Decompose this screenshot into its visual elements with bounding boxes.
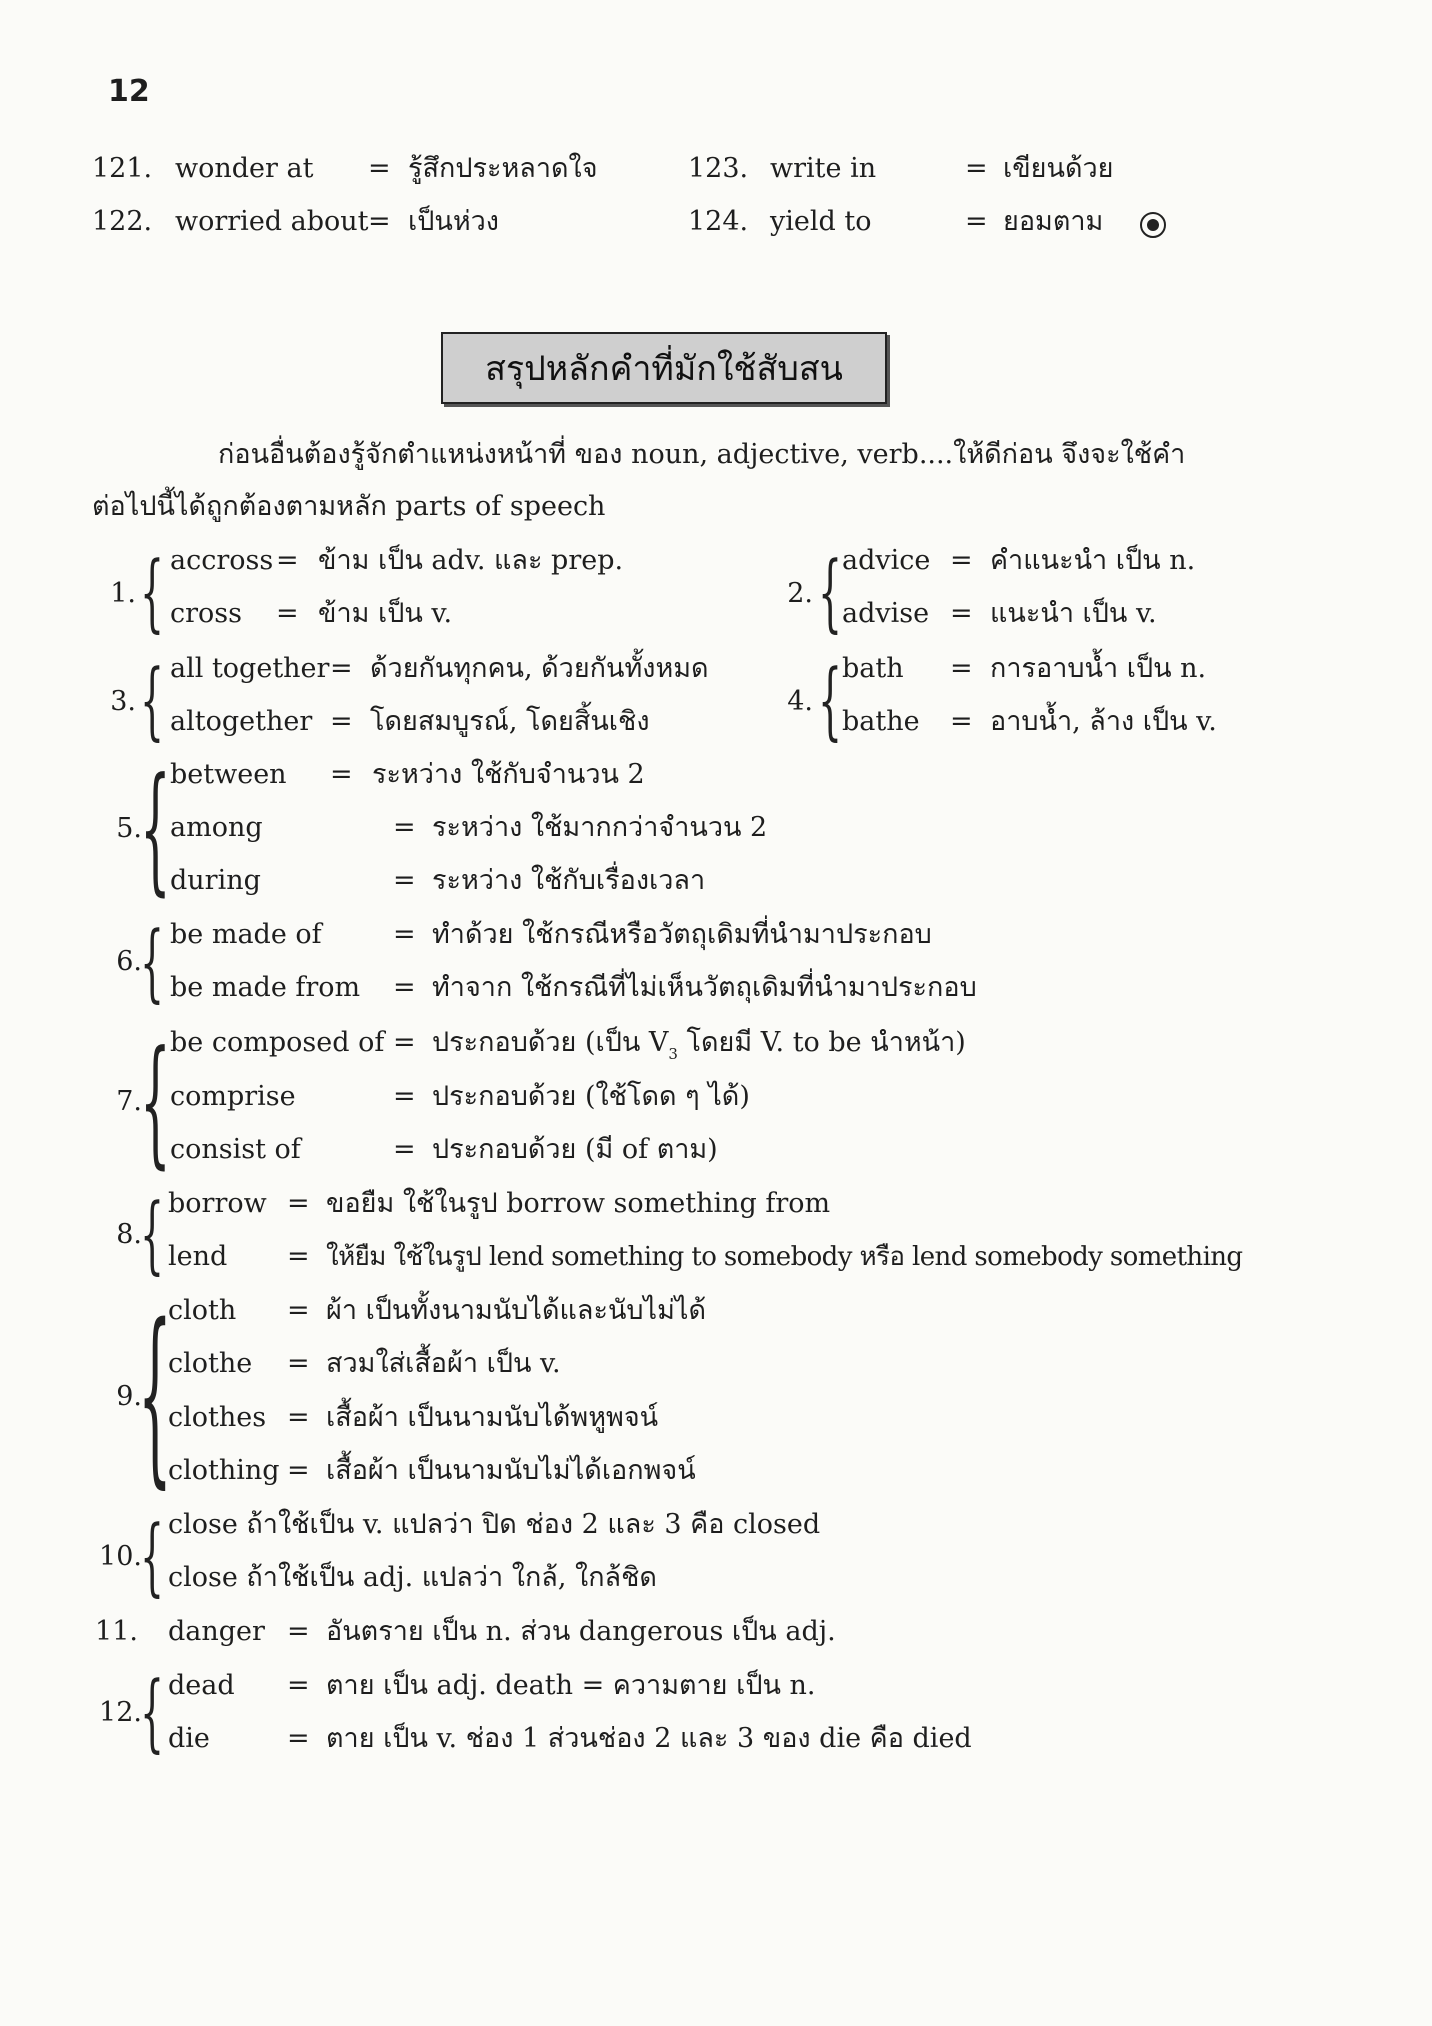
- list-item-equals: =: [368, 153, 391, 184]
- group-term: be composed of: [170, 1027, 385, 1058]
- group-equals: =: [950, 706, 973, 737]
- group-meaning: คำแนะนำ เป็น n.: [990, 545, 1196, 576]
- group-equals: =: [950, 545, 973, 576]
- group-term: consist of: [170, 1134, 301, 1165]
- group-number: 2.: [787, 578, 813, 609]
- group-meaning: เสื้อผ้า เป็นนามนับได้พหูพจน์: [326, 1402, 659, 1433]
- group-meaning: ตาย เป็น adj. death = ความตาย เป็น n.: [326, 1670, 816, 1701]
- list-item-term: wonder at: [175, 153, 314, 184]
- group-term: borrow: [168, 1188, 267, 1219]
- subscript: 3: [668, 1045, 678, 1063]
- list-item-equals: =: [965, 206, 988, 237]
- group-meaning: ตาย เป็น v. ช่อง 1 ส่วนช่อง 2 และ 3 ของ die คือ died: [326, 1723, 972, 1754]
- list-item-meaning: รู้สึกประหลาดใจ: [408, 153, 598, 184]
- group-term: clothes: [168, 1402, 267, 1433]
- group-equals: =: [287, 1402, 310, 1433]
- brace-icon: {: [140, 1663, 165, 1761]
- group-meaning: อันตราย เป็น n. ส่วน dangerous เป็น adj.: [326, 1616, 836, 1647]
- brace-icon: {: [140, 543, 165, 641]
- group-equals: =: [287, 1241, 310, 1272]
- brace-icon: {: [140, 1507, 165, 1605]
- end-bullet-icon: [1140, 212, 1166, 238]
- section-heading: สรุปหลักคำที่มักใช้สับสน: [485, 349, 843, 389]
- group-equals: =: [287, 1188, 310, 1219]
- list-item-number: 122.: [92, 206, 153, 237]
- group-term: dead: [168, 1670, 235, 1701]
- group-number: 9.: [116, 1381, 142, 1412]
- list-item-number: 123.: [688, 153, 749, 184]
- group-number: 4.: [787, 686, 813, 717]
- group-term: cross: [170, 598, 242, 629]
- brace-icon: {: [140, 651, 165, 749]
- group-term: advice: [842, 545, 931, 576]
- group-number: 10.: [99, 1541, 142, 1572]
- group-number: 1.: [110, 578, 136, 609]
- group-term: be made of: [170, 919, 322, 950]
- group-equals: =: [393, 1081, 416, 1112]
- group-meaning: ข้าม เป็น adv. และ prep.: [318, 545, 624, 576]
- brace-icon: {: [140, 1021, 171, 1182]
- group-term: altogether: [170, 706, 313, 737]
- group-meaning: การอาบน้ำ เป็น n.: [990, 653, 1207, 684]
- meaning-part: โดยมี V. to be นำหน้า): [677, 1027, 966, 1058]
- group-meaning: ระหว่าง ใช้มากกว่าจำนวน 2: [432, 812, 768, 843]
- group-meaning: ข้าม เป็น v.: [318, 598, 453, 629]
- group-term: bath: [842, 653, 904, 684]
- group-meaning: ด้วยกันทุกคน, ด้วยกันทั้งหมด: [370, 653, 709, 684]
- list-item-term: write in: [770, 153, 877, 184]
- group-term: clothing: [168, 1455, 280, 1486]
- group-number: 11.: [95, 1616, 138, 1647]
- page-number: 12: [108, 74, 150, 109]
- group-equals: =: [393, 1027, 416, 1058]
- group-meaning: ประกอบด้วย (ใช้โดด ๆ ได้): [432, 1081, 750, 1112]
- group-meaning: ให้ยืม ใช้ในรูป lend something to somebody หรือ lend somebody something: [326, 1242, 1243, 1272]
- group-meaning: เสื้อผ้า เป็นนามนับไม่ได้เอกพจน์: [326, 1455, 696, 1486]
- group-meaning: อาบน้ำ, ล้าง เป็น v.: [990, 706, 1217, 737]
- group-term: be made from: [170, 972, 361, 1003]
- group-equals: =: [287, 1670, 310, 1701]
- group-term: advise: [842, 598, 930, 629]
- group-equals: =: [330, 706, 353, 737]
- list-item-meaning: เขียนด้วย: [1003, 153, 1114, 184]
- list-item-equals: =: [368, 206, 391, 237]
- group-term: clothe: [168, 1348, 253, 1379]
- group-equals: =: [330, 759, 353, 790]
- list-item-meaning: เป็นห่วง: [408, 206, 499, 237]
- group-term: between: [170, 759, 287, 790]
- group-number: 8.: [116, 1219, 142, 1250]
- group-term: lend: [168, 1241, 228, 1272]
- group-meaning: ประกอบด้วย (มี of ตาม): [432, 1134, 718, 1165]
- group-equals: =: [393, 865, 416, 896]
- group-meaning: ทำด้วย ใช้กรณีหรือวัตถุเดิมที่นำมาประกอบ: [432, 919, 932, 950]
- group-number: 6.: [116, 946, 142, 977]
- group-term: bathe: [842, 706, 920, 737]
- group-line: close ถ้าใช้เป็น v. แปลว่า ปิด ช่อง 2 และ 3 คือ closed: [168, 1509, 821, 1540]
- group-term: comprise: [170, 1081, 296, 1112]
- list-item-equals: =: [965, 153, 988, 184]
- group-equals: =: [287, 1348, 310, 1379]
- brace-icon: {: [140, 1185, 165, 1283]
- brace-icon: {: [818, 543, 843, 641]
- group-term: danger: [168, 1616, 265, 1647]
- group-equals: =: [276, 598, 299, 629]
- group-equals: =: [287, 1295, 310, 1326]
- group-meaning: ขอยืม ใช้ในรูป borrow something from: [326, 1188, 831, 1219]
- group-meaning: ทำจาก ใช้กรณีที่ไม่เห็นวัตถุเดิมที่นำมาประกอบ: [432, 972, 977, 1003]
- list-item-term: worried about: [175, 206, 369, 237]
- group-line: close ถ้าใช้เป็น adj. แปลว่า ใกล้, ใกล้ชิด: [168, 1562, 657, 1593]
- intro-line-1: ก่อนอื่นต้องรู้จักตำแหน่งหน้าที่ ของ noun, adjective, verb....ให้ดีก่อน จึงจะใช้คำ: [218, 439, 1186, 470]
- group-meaning: ผ้า เป็นทั้งนามนับได้และนับไม่ได้: [326, 1295, 707, 1326]
- list-item-number: 124.: [688, 206, 749, 237]
- brace-icon: {: [140, 748, 171, 909]
- group-meaning: โดยสมบูรณ์, โดยสิ้นเชิง: [370, 706, 650, 737]
- group-meaning: ระหว่าง ใช้กับเรื่องเวลา: [432, 865, 706, 896]
- group-number: 3.: [110, 686, 136, 717]
- group-number: 12.: [99, 1697, 142, 1728]
- group-term: during: [170, 865, 261, 896]
- group-equals: =: [287, 1455, 310, 1486]
- group-term: among: [170, 812, 263, 843]
- meaning-part: ประกอบด้วย (เป็น V: [432, 1027, 669, 1058]
- group-equals: =: [950, 598, 973, 629]
- brace-icon: {: [138, 1284, 172, 1505]
- section-heading-box: [441, 332, 887, 404]
- brace-icon: {: [140, 913, 165, 1011]
- group-equals: =: [287, 1723, 310, 1754]
- group-equals: =: [330, 653, 353, 684]
- group-equals: =: [393, 972, 416, 1003]
- group-meaning: [432, 1026, 966, 1071]
- group-number: 7.: [116, 1086, 142, 1117]
- group-meaning: สวมใส่เสื้อผ้า เป็น v.: [326, 1348, 561, 1379]
- intro-line-2: ต่อไปนี้ได้ถูกต้องตามหลัก parts of speech: [92, 491, 606, 522]
- list-item-number: 121.: [92, 153, 153, 184]
- group-meaning: แนะนำ เป็น v.: [990, 598, 1157, 629]
- group-equals: =: [276, 545, 299, 576]
- group-equals: =: [393, 1134, 416, 1165]
- group-equals: =: [287, 1616, 310, 1647]
- group-term: all together: [170, 653, 330, 684]
- list-item-term: yield to: [770, 206, 872, 237]
- group-equals: =: [950, 653, 973, 684]
- group-term: die: [168, 1723, 210, 1754]
- brace-icon: {: [818, 651, 843, 749]
- group-equals: =: [393, 919, 416, 950]
- group-term: cloth: [168, 1295, 237, 1326]
- group-meaning: ระหว่าง ใช้กับจำนวน 2: [372, 759, 645, 790]
- group-term: accross: [170, 545, 274, 576]
- group-equals: =: [393, 812, 416, 843]
- group-number: 5.: [116, 813, 142, 844]
- list-item-meaning: ยอมตาม: [1003, 206, 1104, 237]
